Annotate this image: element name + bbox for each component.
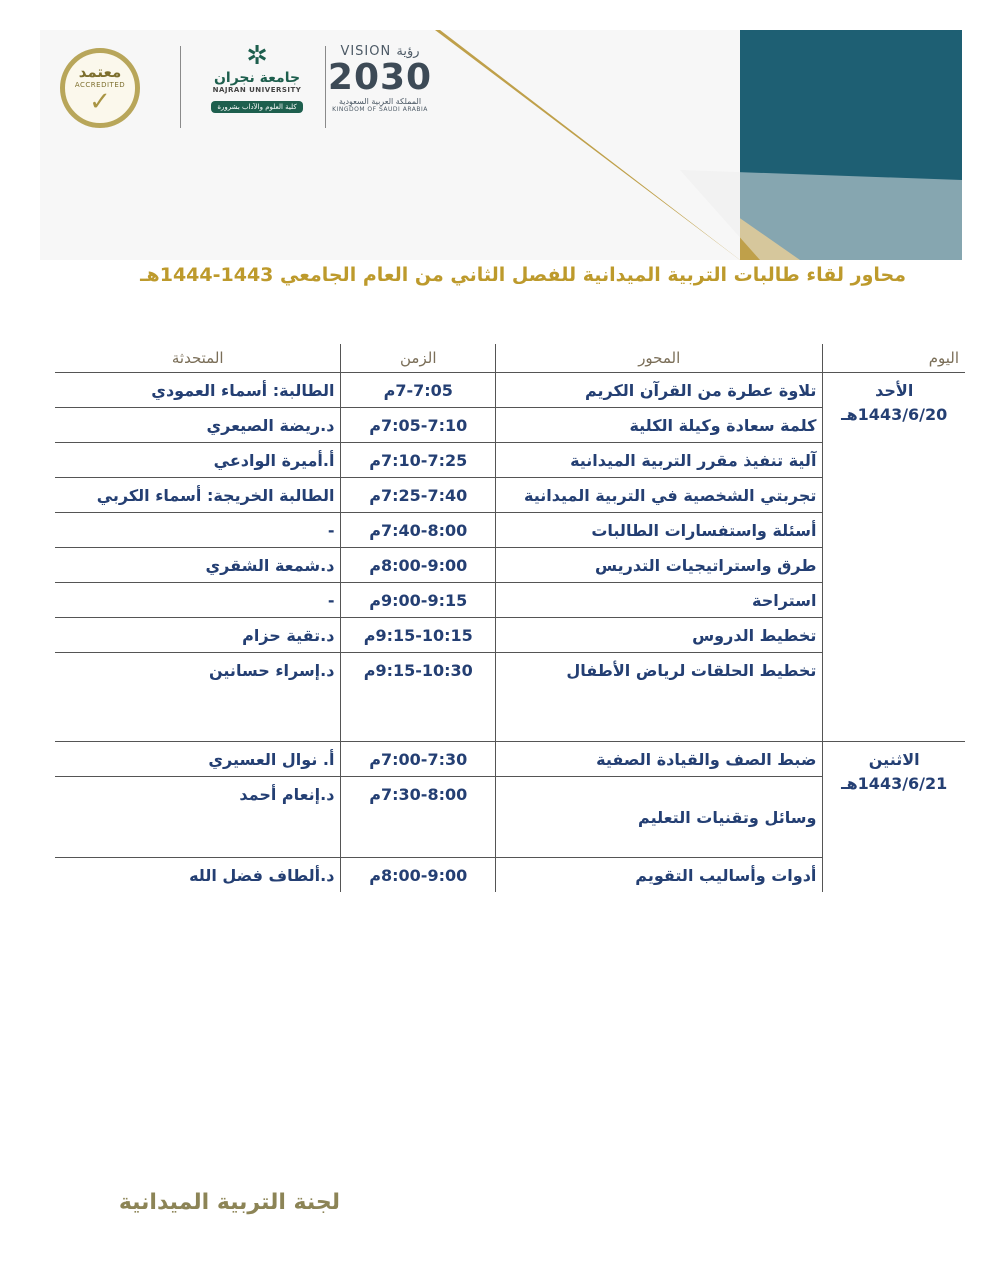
speaker-cell: د.شمعة الشقري (55, 548, 341, 583)
table-header-row (55, 344, 965, 373)
header-day: اليوم (823, 344, 965, 373)
speaker-cell: د.تقية حزام (55, 618, 341, 653)
vision-ar: رؤية (396, 44, 420, 59)
page-title: محاور لقاء طالبات التربية الميدانية للفصل الثاني من العام الجامعي 1443-1444هـ (140, 264, 906, 286)
speaker-cell: د.إنعام أحمد (55, 777, 341, 858)
topic-cell: تجربتي الشخصية في التربية الميدانية (496, 478, 823, 513)
topic-cell: آلية تنفيذ مقرر التربية الميدانية (496, 443, 823, 478)
time-cell: 7:00-7:30م (341, 742, 496, 777)
time-cell: 7:40-8:00م (341, 513, 496, 548)
najran-university-logo (192, 42, 322, 113)
table-row (55, 742, 965, 777)
day-cell (823, 742, 965, 893)
speaker-cell: أ. نوال العسيري (55, 742, 341, 777)
table-row (55, 373, 965, 408)
vision-en: VISION (340, 44, 392, 59)
header-topic: المحور (496, 344, 823, 373)
time-cell: 9:15-10:15م (341, 618, 496, 653)
topic-cell: كلمة سعادة وكيلة الكلية (496, 408, 823, 443)
header-speaker: المتحدثة (55, 344, 341, 373)
vision-2030-logo (318, 44, 442, 113)
topic-cell: تخطيط الدروس (496, 618, 823, 653)
speaker-cell: د.ألطاف فضل الله (189, 866, 335, 885)
topic-cell: استراحة (496, 583, 823, 618)
check-icon: ✓ (89, 87, 111, 117)
topic-cell: أدوات وأساليب التقويم (496, 858, 823, 893)
decorative-triangles (40, 30, 962, 260)
speaker-cell: الطالبة: أسماء العمودي (55, 373, 341, 408)
footer-committee: لجنة التربية الميدانية (118, 1190, 340, 1215)
speaker-cell: الطالبة الخريجة: أسماء الكربي (55, 478, 341, 513)
time-cell: 8:00-9:00م (341, 858, 496, 893)
vision-year: 2030 (327, 57, 433, 98)
header-banner (40, 30, 962, 260)
topic-cell: طرق واستراتيجيات التدريس (496, 548, 823, 583)
topic-cell: تخطيط الحلقات لرياض الأطفال (496, 653, 823, 742)
day-name: الأحد (875, 381, 914, 400)
day-date: 1443/6/21هـ (841, 774, 948, 793)
vision-kingdom-en: KINGDOM OF SAUDI ARABIA (332, 106, 428, 113)
topic-cell: تلاوة عطرة من القرآن الكريم (496, 373, 823, 408)
topic-cell: وسائل وتقنيات التعليم (496, 777, 823, 858)
day-cell (823, 373, 965, 742)
speaker-cell: - (55, 583, 341, 618)
accredited-en: ACCREDITED (74, 81, 126, 89)
time-cell: 7:10-7:25م (341, 443, 496, 478)
college-name: كلية العلوم والآداب بشرورة (211, 101, 302, 113)
schedule-table (55, 344, 965, 892)
time-cell: 7-7:05م (341, 373, 496, 408)
time-cell: 8:00-9:00م (341, 548, 496, 583)
speaker-cell: د.إسراء حسانين (55, 653, 341, 742)
speaker-cell: أ.أميرة الوادعي (55, 443, 341, 478)
time-cell: 7:25-7:40م (341, 478, 496, 513)
speaker-cell: د.ريضة الصيعري (55, 408, 341, 443)
time-cell: 9:00-9:15م (341, 583, 496, 618)
vision-kingdom-ar: المملكة العربية السعودية (338, 97, 422, 106)
topic-cell: أسئلة واستفسارات الطالبات (496, 513, 823, 548)
day-name: الاثنين (868, 750, 920, 769)
najran-name-ar: جامعة نجران (213, 70, 301, 86)
time-cell: 7:05-7:10م (341, 408, 496, 443)
palm-icon: ✲ (246, 41, 268, 71)
logo-divider (180, 46, 181, 128)
topic-cell: ضبط الصف والقيادة الصفية (496, 742, 823, 777)
accredited-logo (60, 48, 140, 128)
time-cell: 7:30-8:00م (341, 777, 496, 858)
header-time: الزمن (341, 344, 496, 373)
speaker-cell: - (55, 513, 341, 548)
accredited-ar: معتمد (78, 63, 122, 81)
day-date: 1443/6/20هـ (841, 405, 948, 424)
time-cell: 9:15-10:30م (341, 653, 496, 742)
najran-name-en: NAJRAN UNIVERSITY (212, 86, 302, 94)
